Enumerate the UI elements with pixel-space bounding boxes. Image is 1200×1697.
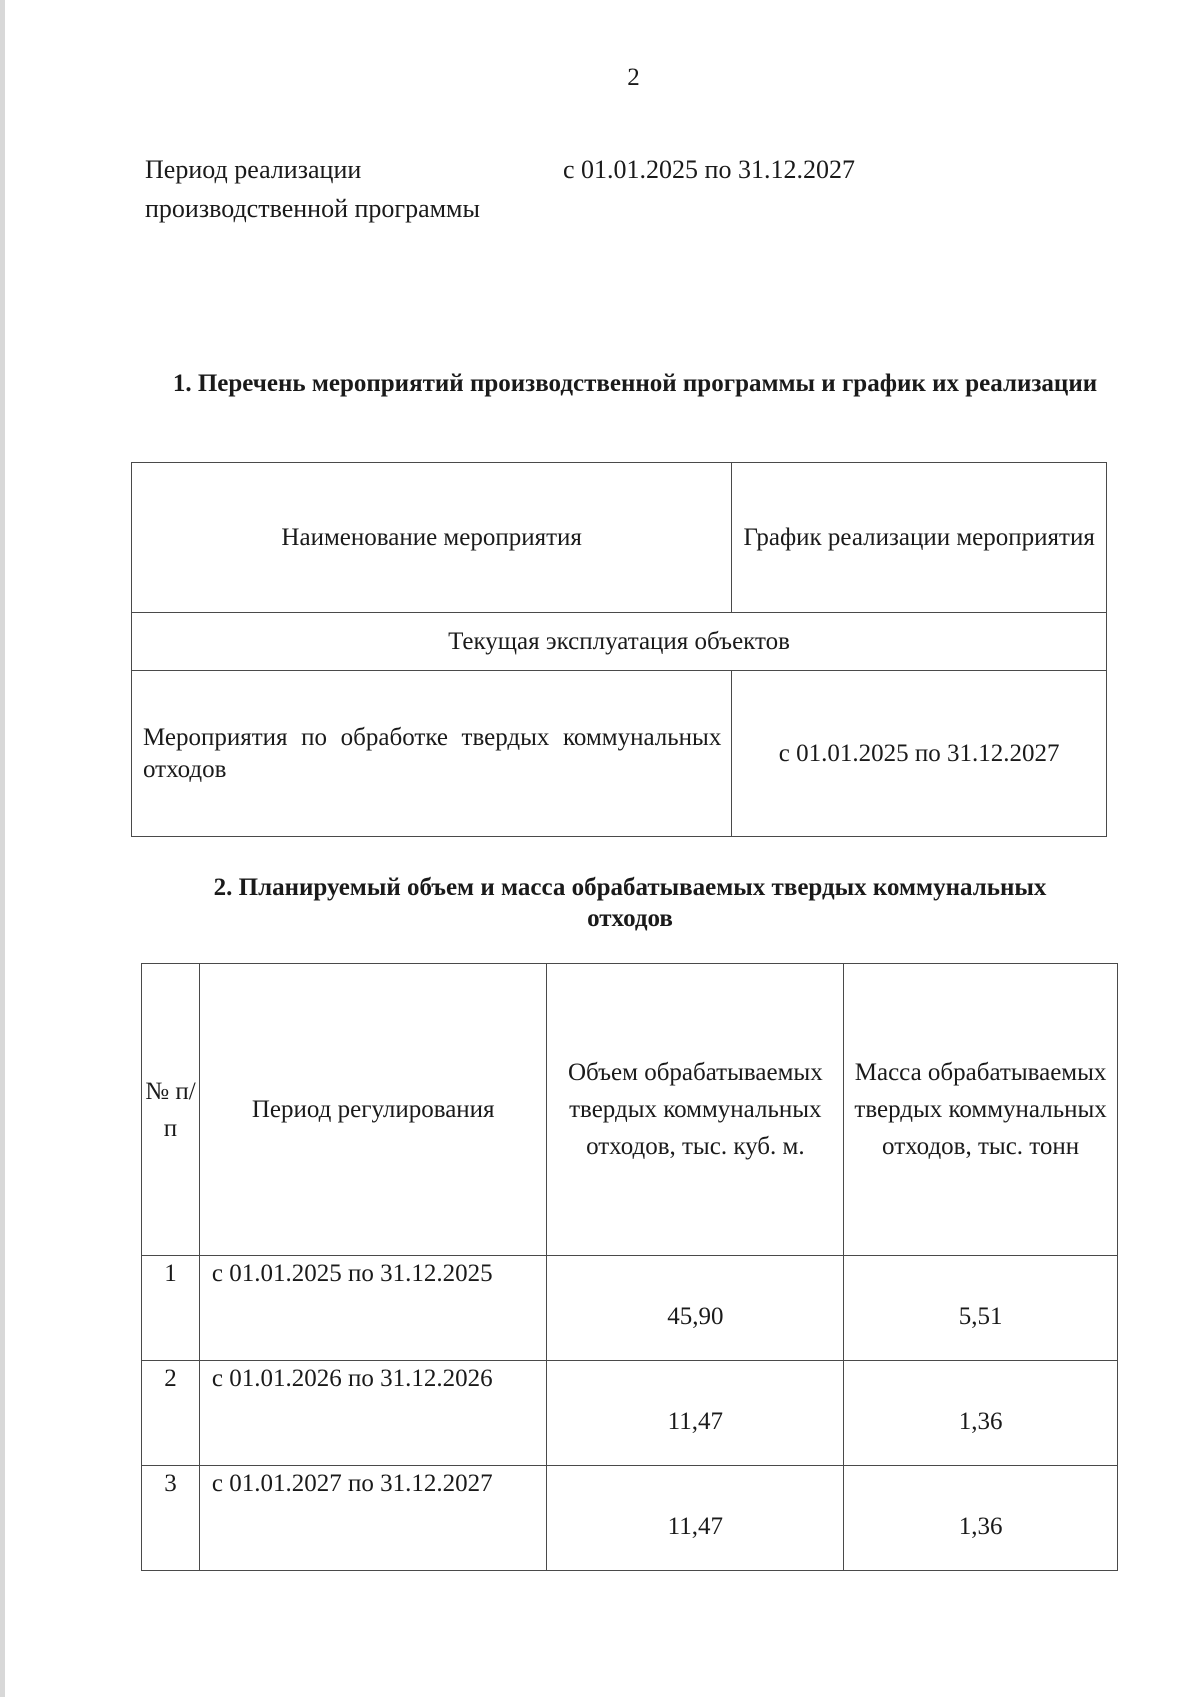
activities-table: [131, 462, 1107, 837]
table-header-row: [132, 463, 1107, 613]
row-volume: 11,47: [547, 1361, 844, 1466]
row-volume: 45,90: [547, 1256, 844, 1361]
column-header-mass: Масса обрабатываемых твердых коммунальных отходов, тыс. тонн: [844, 964, 1118, 1256]
row-period: с 01.01.2026 по 31.12.2026: [199, 1361, 547, 1466]
table-row: [132, 671, 1107, 837]
column-header-volume: Объем обрабатываемых твердых коммунальных отходов, тыс. куб. м.: [547, 964, 844, 1256]
scan-edge: [0, 0, 5, 1697]
row-period: с 01.01.2025 по 31.12.2025: [199, 1256, 547, 1361]
row-mass: 5,51: [844, 1256, 1118, 1361]
row-period: с 01.01.2027 по 31.12.2027: [199, 1466, 547, 1571]
waste-volume-table: [141, 963, 1118, 1571]
table-row: [142, 1361, 1118, 1466]
group-label: Текущая эксплуатация объектов: [132, 613, 1107, 671]
table-row: [142, 1466, 1118, 1571]
table-header-row: [142, 964, 1118, 1256]
table-group-row: [132, 613, 1107, 671]
section-1-title: 1. Перечень мероприятий производственной программы и график их реализации: [172, 370, 1098, 397]
row-number: 1: [142, 1256, 200, 1361]
section-2-title: 2. Планируемый объем и масса обрабатываемых твердых коммунальных отходов: [213, 874, 1047, 932]
page-number: 2: [627, 64, 640, 91]
row-volume: 11,47: [547, 1466, 844, 1571]
row-number: 2: [142, 1361, 200, 1466]
row-mass: 1,36: [844, 1466, 1118, 1571]
activity-name: Мероприятия по обработке твердых коммунальных отходов: [132, 671, 732, 837]
row-number: 3: [142, 1466, 200, 1571]
activity-schedule: с 01.01.2025 по 31.12.2027: [732, 671, 1107, 837]
row-mass: 1,36: [844, 1361, 1118, 1466]
table-row: [142, 1256, 1118, 1361]
column-header-schedule: График реализации мероприятия: [732, 463, 1107, 613]
column-header-number: № п/п: [142, 964, 200, 1256]
program-period-label: Период реализации производственной программы: [145, 155, 480, 223]
column-header-activity-name: Наименование мероприятия: [132, 463, 732, 613]
program-period-value: с 01.01.2025 по 31.12.2027: [563, 155, 855, 184]
column-header-period: Период регулирования: [199, 964, 547, 1256]
